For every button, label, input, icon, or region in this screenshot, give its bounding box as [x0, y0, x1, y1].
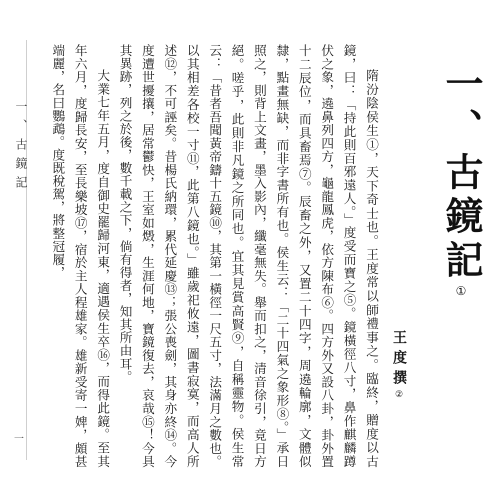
- author-name: 王度撰: [391, 330, 407, 390]
- chapter-title-note: ①: [454, 284, 468, 304]
- page-number: 一: [14, 434, 24, 445]
- running-head: 一、古鏡記: [14, 100, 28, 195]
- paragraph-1: 隋汾陰侯生①，天下奇士也。王度常以師禮事之。臨終，贈度以古鏡，曰：「持此則百邪遠人。」度受而寶之⑤。鏡橫徑八寸，鼻作麒麟蹲伏之象，遶鼻列四方，龜龍鳳虎，依方陳布⑥。四方外又設八卦，卦外置十二辰位，而具畜焉⑦。辰畜之外，又置二十四字，周遶輪廓，文體似隸，點畫無缺，而非字書所有也。侯生云：「二十四氣之象形⑧。」承日照之，則背上文畫，墨入影內，纖毫無失。舉而扣之，清音徐引，竟日方絕。嗟乎，此則非凡鏡之所同也。宜其見賞高賢⑨，自稱靈物。侯生常云：「昔者吾聞黃帝鑄十五鏡⑩，其第一橫徑一尺五寸，法滿月之數也。以其相差各校一寸⑪，此第八鏡也。」雖歲祀攸遠，圖書寂寞，而高人所述⑫，不可誣矣。昔楊氏納環，累代延慶⑬；張公喪劍，其身亦終⑭。今度遭世擾攘，居常鬱快，王室如燬，生涯何地，寶鏡復去，哀哉⑮！今具其異跡，列之於後，數千載之下，倘有得者，知其所由耳。: [117, 44, 379, 468]
- paragraph-2: 大業七年五月，度自御史罷歸河東，適遇侯生卒⑯，而得此鏡。至其年六月，度歸長安，至長樂坡⑰，宿於主人程雄家。雄新受寄一婢，頗甚端麗，名曰鸚鵡。度既稅駕，將整冠履，: [50, 44, 111, 468]
- chapter-heading: [440, 64, 482, 304]
- author-line: [389, 330, 409, 406]
- author-note: ②: [394, 390, 404, 406]
- body-text: [50, 44, 382, 468]
- chapter-title: 一、古鏡記: [439, 64, 484, 284]
